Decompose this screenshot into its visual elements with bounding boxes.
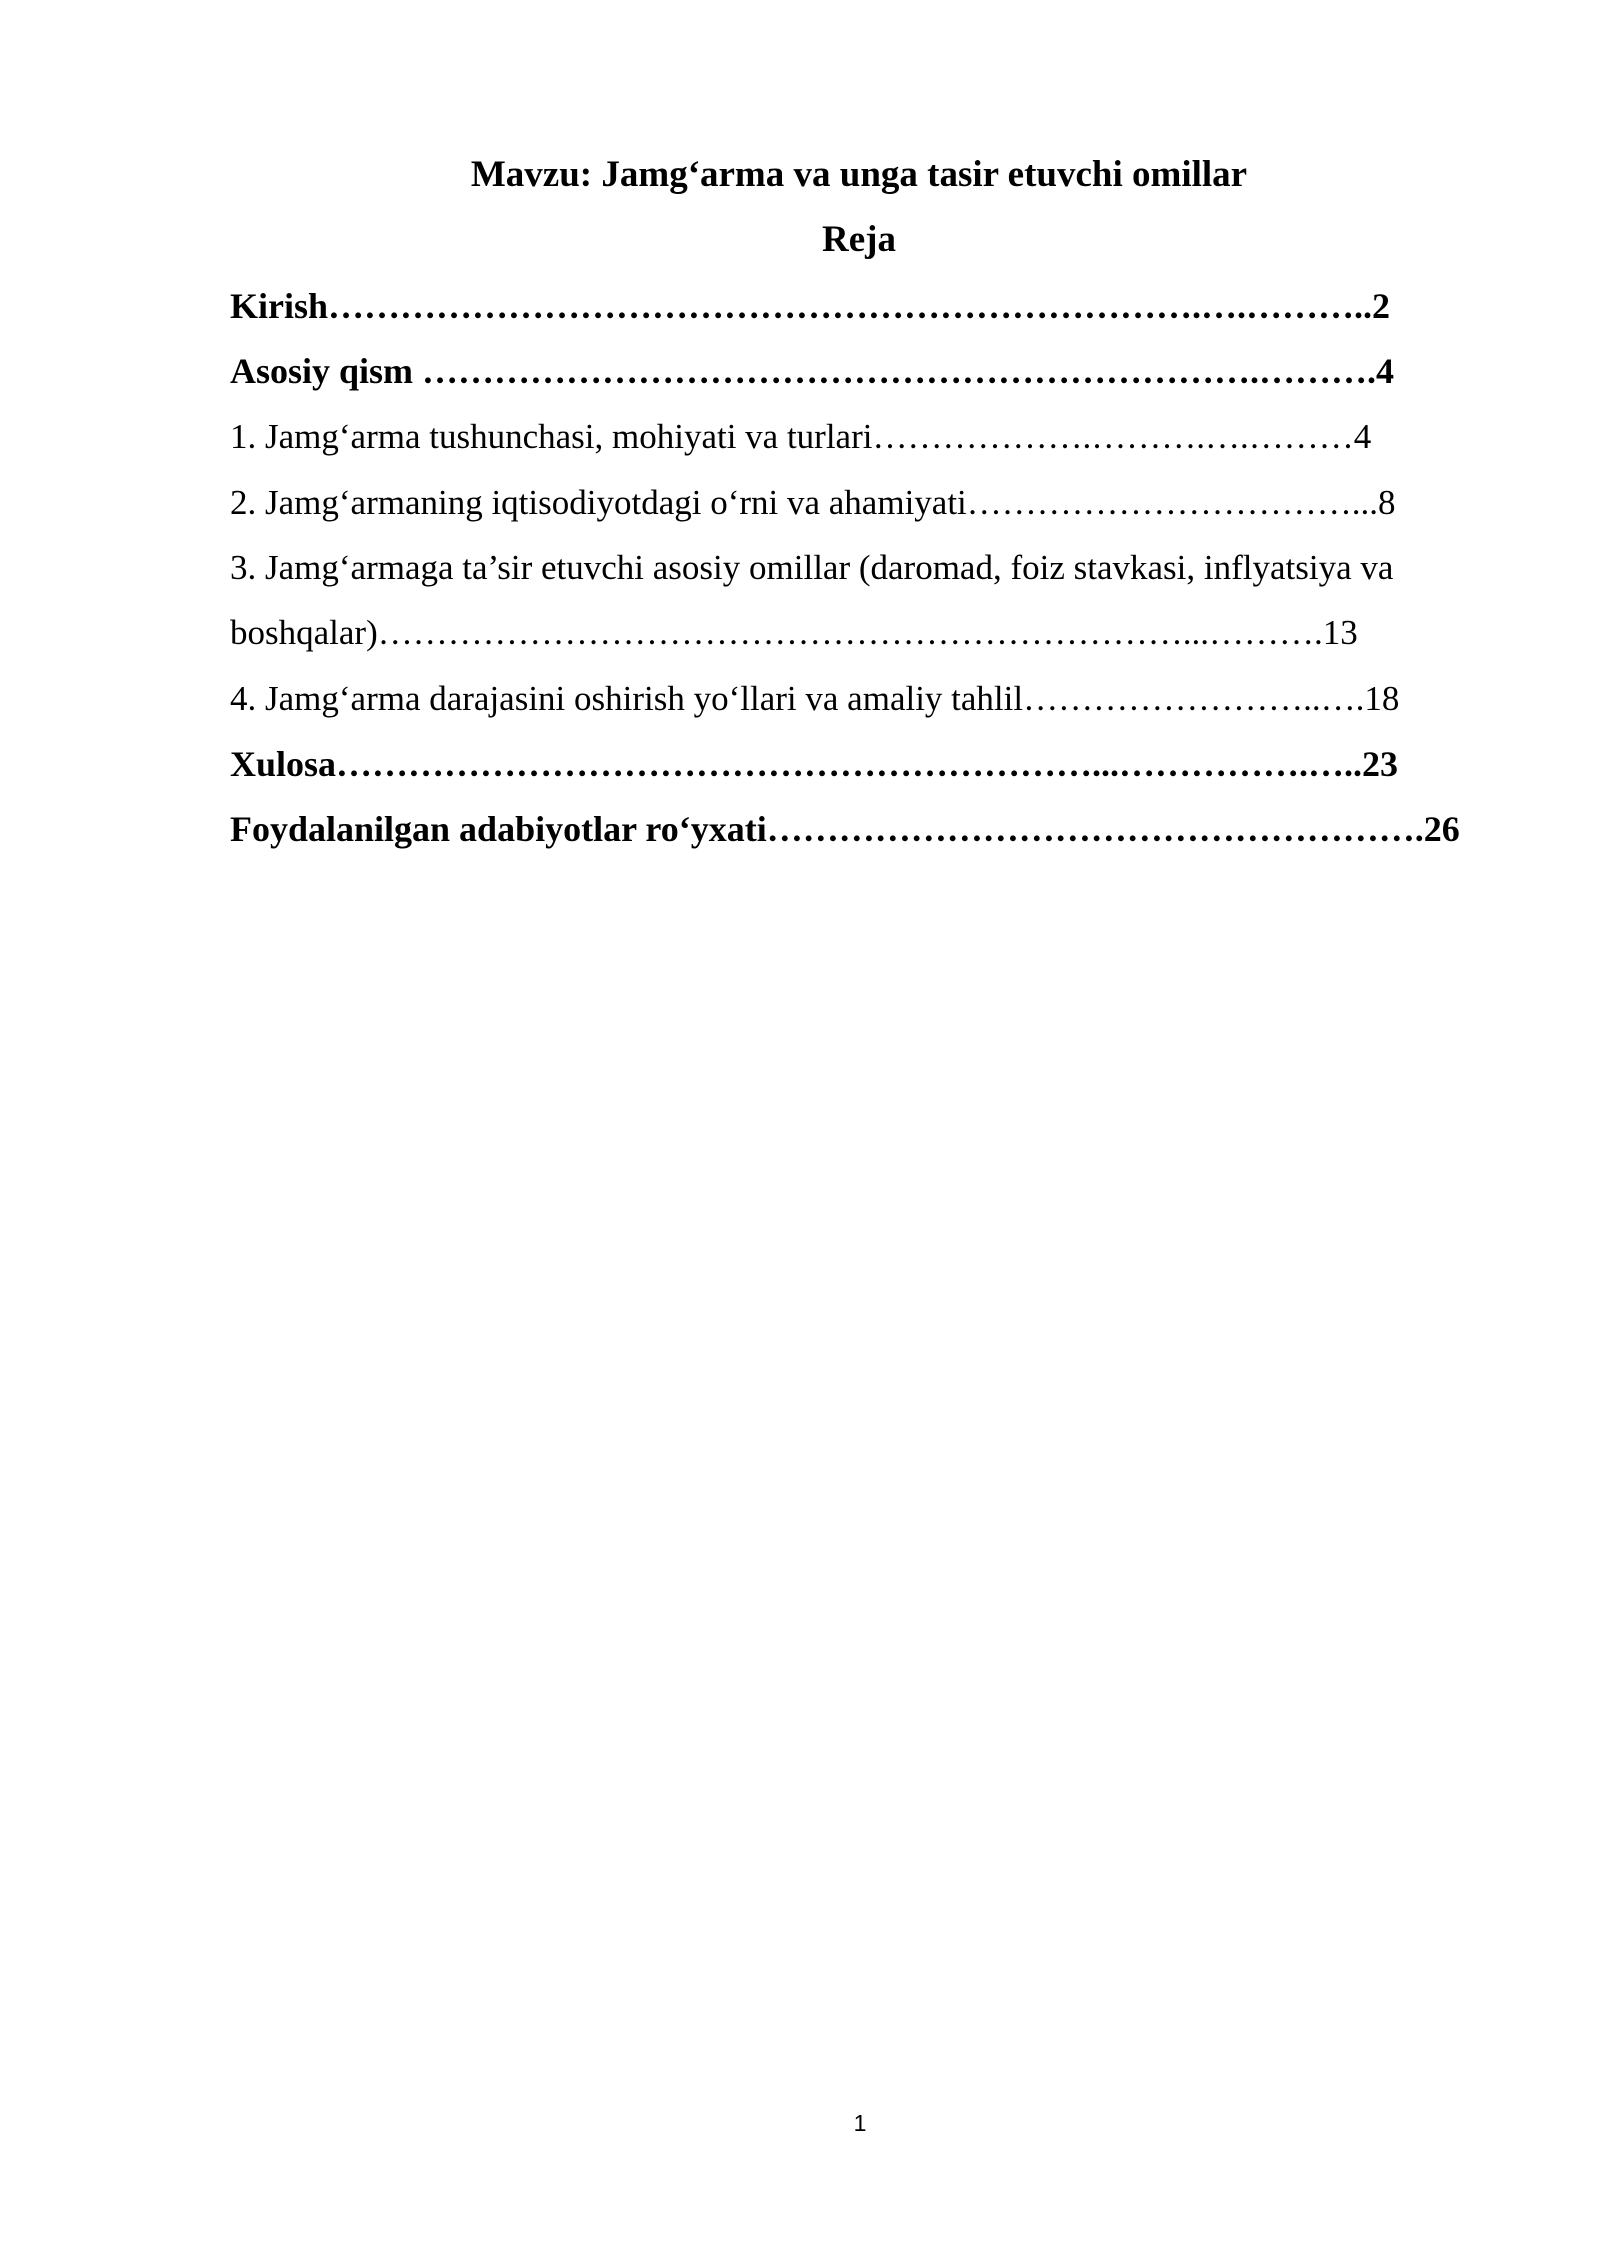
toc-item-kirish: Kirish……………………………………………………………….….………..2 xyxy=(230,286,1391,326)
toc-item-xulosa: Xulosa………………………………………………………...…………….…..23 xyxy=(230,744,1399,784)
toc-item-3-continued: boshqalar)……………………………………………………………...……….13 xyxy=(230,613,1358,652)
toc-item-4: 4. Jamg‘arma darajasini oshirish yo‘llari va amaliy tahlil……………………..….18 xyxy=(230,679,1400,718)
toc-item-2: 2. Jamg‘armaning iqtisodiyotdagi o‘rni va ahamiyati……………………………...8 xyxy=(230,483,1396,522)
toc-item-1: 1. Jamg‘arma tushunchasi, mohiyati va turlari……………….……….….………4 xyxy=(230,417,1372,456)
page-number: 1 xyxy=(853,2110,867,2136)
plan-heading: Reja xyxy=(822,219,896,260)
toc-item-adabiyotlar: Foydalanilgan adabiyotlar ro‘yxati……………………………………………….26 xyxy=(230,809,1460,849)
document-title: Mavzu: Jamg‘arma va unga tasir etuvchi omillar xyxy=(470,154,1248,195)
toc-item-3: 3. Jamg‘armaga ta’sir etuvchi asosiy omillar (daromad, foiz stavkasi, inflyatsiya va xyxy=(230,548,1394,587)
toc-item-asosiy-qism: Asosiy qism …………………………………………………………….……….4 xyxy=(230,351,1395,391)
